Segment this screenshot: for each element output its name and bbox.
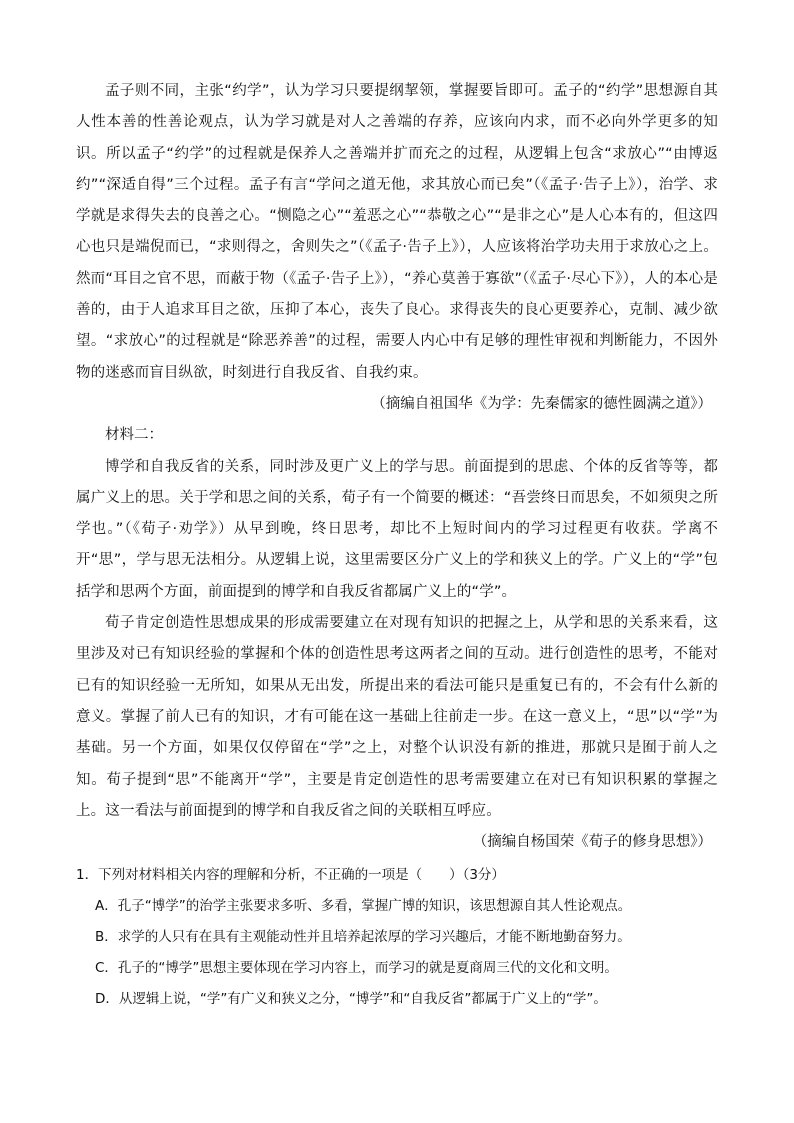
material2-paragraph-2: 荀子肯定创造性思想成果的形成需要建立在对现有知识的把握之上，从学和思的关系来看，这里涉及对已有知识经验的掌握和个体的创造性思考这两者之间的互动。进行创造性的思考，不能对已有的知识经验一无所知，如果从无出发，所提出来的看法可能只是重复已有的，不会有什么新的意义。掌握了前人已有的知识，才有可能在这一基础上往前走一步。在这一意义上，“思”以“学”为基础。另一个方面，如果仅仅停留在“学”之上，对整个认识没有新的推进，那就只是囿于前人之知。荀子提到“思”不能离开“学”，主要是肯定创造性的思考需要建立在对已有知识积累的掌握之上。这一看法与前面提到的博学和自我反省之间的关联相互呼应。 [76,615,718,819]
material2-source: （摘编自杨国荣《荀子的修身思想》） [472,834,712,851]
material1-paragraph: 孟子则不同，主张“约学”，认为学习只要提纲挈领，掌握要旨即可。孟子的“约学”思想源自其人性本善的性善论观点，认为学习就是对人之善端的存养，应该向内求，而不必向外学更多的知识。所以孟子“约学”的过程就是保养人之善端并扩而充之的过程，从逻辑上包含“求放心”“由博返约”“深适自得”三个过程。孟子有言“学问之道无他，求其放心而已矣”（《孟子·告子上》），治学、求学就是求得失去的良善之心。“恻隐之心”“羞恶之心”“恭敬之心”“是非之心”是人心本有的，但这四心也只是端倪而已，“求则得之，舍则失之”（《孟子·告子上》），人应该将治学功夫用于求放心之上。然而“耳目之官不思，而蔽于物（《孟子·告子上》），“养心莫善于寡欲”（《孟子·尽心下》），人的本心是善的，由于人追求耳目之欲，压抑了本心，丧失了良心。求得丧失的良心更要养心，克制、减少欲望。“求放心”的过程就是“除恶养善”的过程，需要人内心中有足够的理性审视和判断能力，不因外物的迷惑而盲目纵欲，时刻进行自我反省、自我约束。 [76,83,718,381]
material2-heading: 材料二： [105,427,163,444]
question-1-option-c: C．孔子的“博学”思想主要体现在学习内容上，而学习的就是夏商周三代的文化和文明。 [95,960,618,977]
question-1-stem: 1．下列对材料相关内容的理解和分析，不正确的一项是（ ）（3分） [76,867,505,884]
material2-paragraph-1: 博学和自我反省的关系，同时涉及更广义上的学与思。前面提到的思虑、个体的反省等等，都属广义上的思。关于学和思之间的关系，荀子有一个简要的概述：“吾尝终日而思矣，不如须臾之所学也。”（《荀子·劝学》）从早到晚，终日思考，却比不上短时间内的学习过程更有收获。学离不开“思”，学与思无法相分。从逻辑上说，这里需要区分广义上的学和狭义上的学。广义上的“学”包括学和思两个方面，前面提到的博学和自我反省都属广义上的“学”。 [76,458,718,600]
question-1-option-d: D．从逻辑上说，“学”有广义和狭义之分，“博学”和“自我反省”都属于广义上的“学”。 [95,991,607,1008]
question-1-option-a: A．孔子“博学”的治学主张要求多听、多看，掌握广博的知识，该思想源自其人性论观点。 [95,898,632,915]
material1-source: （摘编自祖国华《为学：先秦儒家的德性圆满之道》） [371,395,712,412]
question-1-option-b: B．求学的人只有在具有主观能动性并且培养起浓厚的学习兴趣后，才能不断地勤奋努力。 [95,929,631,946]
document-page [76,76,718,1015]
